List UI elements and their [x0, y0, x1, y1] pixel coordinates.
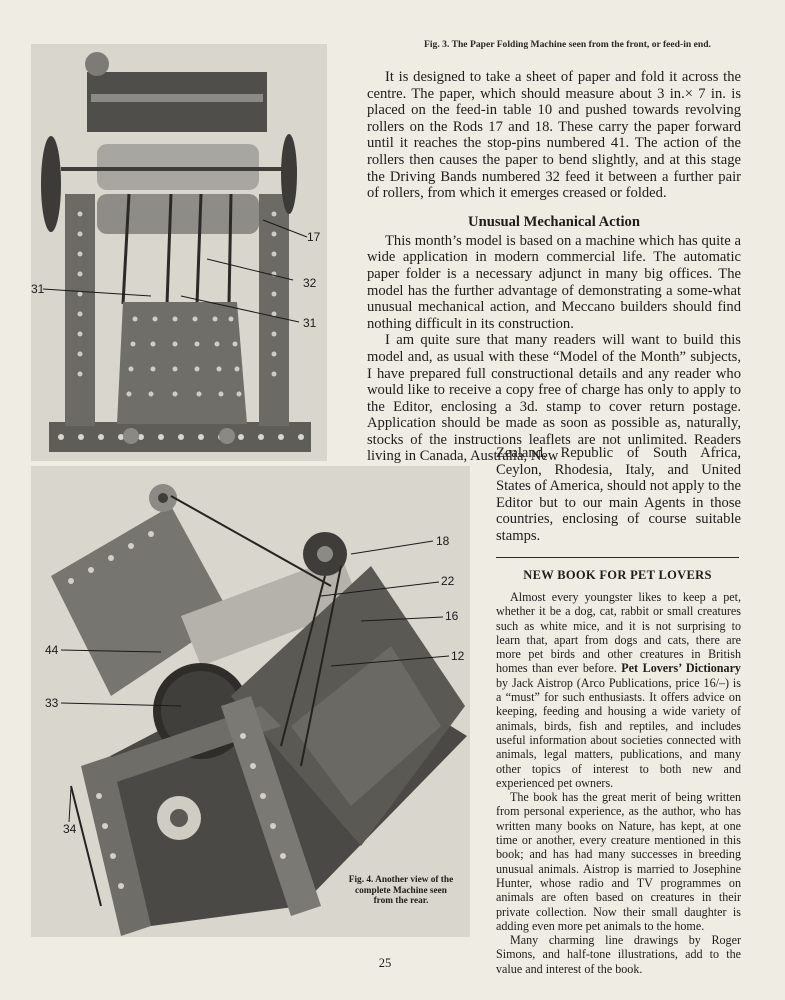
fig3-label-32: 32 — [303, 276, 317, 290]
fig3-label-31-right: 31 — [303, 316, 317, 330]
book-section-heading: NEW BOOK FOR PET LOVERS — [523, 568, 712, 582]
fig4-label-44: 44 — [45, 643, 59, 657]
figure-3-caption: Fig. 3. The Paper Folding Machine seen from the front, or feed-in end. — [424, 39, 711, 50]
figure-4-photo — [31, 466, 470, 937]
article-paragraph-1: It is designed to take a sheet of paper and fold it across the centre. The paper, which should measure about 3 in.× 7 in. is placed on the feed-in table 10 and pushed towards revolving rollers on the Rods 17 and 18. These carry the paper forward until it reaches the stop-pins numbered 41. The action of the rollers then causes the paper to bend slightly, and at this stage the Driving Bands numbered 32 feed it between a further pair of rollers, from which it emerges creased or folded. — [367, 69, 741, 202]
article-paragraph-2: This month’s model is based on a machine which has quite a wide application in modern commercial life. The automatic paper folder is a necessary adjunct in many big offices. The model has the further advantage of demonstrating a some-what unusual mechanical action, and Meccano builders should find nothing difficult in its construction. — [367, 232, 741, 332]
page-number: 25 — [378, 956, 392, 970]
figure-3-photo — [31, 44, 327, 461]
fig4-label-34: 34 — [63, 822, 77, 836]
fig4-label-22: 22 — [441, 574, 455, 588]
fig4-label-12: 12 — [451, 649, 465, 663]
article-paragraph-3: I am quite sure that many readers will want to build this model and, as usual with these “Model of the Month” subjects, I have prepared full constructional details and any reader who would like to receive a copy free of charge has only to apply to the Editor, enclosing a 3d. stamp to cover return postage. Application should be made as soon as possible as, naturally, stocks of the instructions leaflets are not unlimited. Readers living in Canada, Australia, New — [367, 332, 741, 465]
article-paragraph-3-continued: Zealand, Republic of South Africa, Ceylon, Rhodesia, Italy, and United States of America, should not apply to the Editor but to our main Agents in those countries, enclosing of course suitable stamps. — [496, 445, 741, 544]
fig4-label-33: 33 — [45, 696, 59, 710]
section-divider — [496, 557, 739, 558]
book-paragraph-2: The book has the great merit of being written from personal experience, as the author, who has written many books on Nature, has kept, at one time or another, every creature mentioned in this book; and has had many successes in breeding unusual animals. Aistrop is married to Josephine Hunter, whose radio and TV programmes on animals are often based on creatures in their private collection. Now their small daughter is adding even more pet animals to the home. — [496, 790, 741, 933]
book-paragraph-3: Many charming line drawings by Roger Simons, and half-tone illustrations, add to the value and interest of the book. — [496, 933, 741, 976]
book-title: Pet Lovers’ Dictionary — [621, 661, 741, 676]
fig4-label-16: 16 — [445, 609, 459, 623]
fig3-label-31-left: 31 — [31, 282, 45, 296]
fig4-label-18: 18 — [436, 534, 450, 548]
book-section-body — [496, 590, 741, 976]
section-heading: Unusual Mechanical Action — [468, 213, 640, 230]
article-body — [367, 69, 741, 465]
figure-4-caption: Fig. 4. Another view of the complete Machine seen from the rear. — [348, 875, 454, 906]
book-paragraph-1: Almost every youngster likes to keep a pet, whether it be a dog, cat, rabbit or small creatures such as white mice, and it is not surprising to learn that, apart from dogs and cats, there are more pet birds and other creatures in British homes than ever before. Pet Lovers’ Dictionary by Jack Aistrop (Arco Publications, price 16/–) is a “must” for such enthusiasts. It offers advice on keeping, feeding and housing a wide variety of animals, birds, fish and reptiles, and includes useful information about societies connected with animals, legal matters, publications, and many other topics of interest to both new and experienced pet owners. — [496, 590, 741, 790]
fig3-label-17: 17 — [307, 230, 321, 244]
